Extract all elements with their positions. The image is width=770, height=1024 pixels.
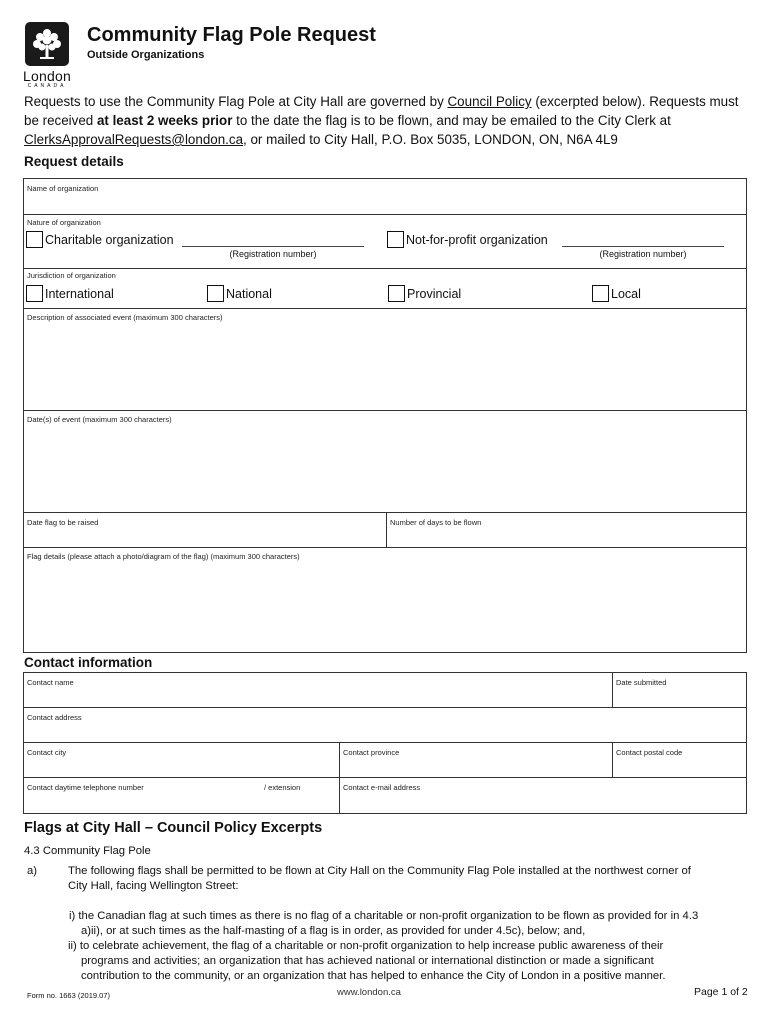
- london-logo: [22, 22, 72, 89]
- intro-paragraph: [24, 92, 746, 149]
- national-label: National: [226, 286, 272, 301]
- intro-text-3: to the date the flag is to be flown, and may be emailed to the City Clerk at: [232, 113, 671, 128]
- contact-postal-code-field[interactable]: [612, 743, 746, 777]
- contact-information-form: [23, 672, 747, 814]
- policy-ii-text-2: programs and activities; an organization that has achieved national or international distinction or made a significant: [81, 955, 654, 967]
- nonprofit-label: Not-for-profit organization: [406, 232, 548, 247]
- raise-days-row: [24, 513, 746, 548]
- international-label: International: [45, 286, 114, 301]
- contact-email-field[interactable]: [339, 778, 746, 813]
- charitable-checkbox[interactable]: [26, 231, 43, 248]
- contact-city-field[interactable]: [24, 743, 339, 777]
- flag-details-label: Flag details (please attach a photo/diagram of the flag) (maximum 300 characters): [27, 552, 300, 561]
- policy-i-text-1: i) the Canadian flag at such times as there is no flag of a charitable or non-profit organization to be flown as provided for in 4.3: [69, 910, 699, 922]
- days-flown-field[interactable]: [386, 513, 746, 547]
- contact-name-row: [24, 673, 746, 708]
- contact-phone-row: [24, 778, 746, 813]
- contact-phone-label: Contact daytime telephone number: [27, 783, 144, 792]
- council-policy-link[interactable]: Council Policy: [447, 94, 532, 109]
- nonprofit-checkbox[interactable]: [387, 231, 404, 248]
- nonprofit-registration-label: (Registration number): [599, 249, 687, 259]
- charitable-option[interactable]: [26, 231, 174, 248]
- policy-ii-text-1: ii) to celebrate achievement, the flag of a charitable or non-profit organization to help increase public awareness of their: [68, 940, 664, 952]
- organization-name-label: Name of organization: [27, 184, 99, 193]
- form-number: Form no. 1663 (2019.07): [27, 991, 110, 1000]
- contact-province-field[interactable]: [339, 743, 612, 777]
- intro-text-2: (excerpted below). Requests must be received: [24, 94, 739, 128]
- contact-extension-label: / extension: [264, 783, 301, 792]
- nature-label: Nature of organization: [27, 218, 101, 227]
- charitable-label: Charitable organization: [45, 232, 174, 247]
- logo-subtext: CANADA: [27, 83, 67, 89]
- nature-of-organization-row: [24, 215, 746, 269]
- charitable-registration-input[interactable]: [182, 237, 364, 247]
- flag-details-field[interactable]: [24, 548, 746, 652]
- contact-name-label: Contact name: [27, 678, 74, 687]
- event-description-field[interactable]: [24, 309, 746, 411]
- contact-address-field[interactable]: [24, 708, 746, 743]
- policy-heading: Flags at City Hall – Council Policy Excerpts: [24, 820, 323, 836]
- page-subtitle: Outside Organizations: [87, 49, 205, 61]
- contact-information-heading: Contact information: [24, 655, 153, 670]
- request-details-heading: Request details: [24, 154, 124, 169]
- contact-name-field[interactable]: [24, 673, 612, 707]
- provincial-option[interactable]: [388, 285, 461, 302]
- clerk-email-link[interactable]: ClerksApprovalRequests@london.ca: [24, 132, 244, 147]
- event-description-label: Description of associated event (maximum 300 characters): [27, 313, 223, 322]
- organization-name-field[interactable]: [24, 179, 746, 215]
- local-label: Local: [611, 286, 641, 301]
- event-dates-field[interactable]: [24, 411, 746, 513]
- national-checkbox[interactable]: [207, 285, 224, 302]
- date-submitted-label: Date submitted: [616, 678, 667, 687]
- logo-wordmark: London: [23, 68, 71, 84]
- days-flown-label: Number of days to be flown: [390, 518, 482, 527]
- intro-deadline: at least 2 weeks prior: [96, 113, 233, 128]
- local-checkbox[interactable]: [592, 285, 609, 302]
- policy-i-text-2: a)ii), or at such times as the half-masting of a flag is in order, as provided for under 4.5c), below; and,: [81, 925, 586, 937]
- website-link[interactable]: www.london.ca: [337, 987, 401, 998]
- local-option[interactable]: [592, 285, 641, 302]
- contact-email-label: Contact e-mail address: [343, 783, 421, 792]
- policy-a-text-2: City Hall, facing Wellington Street:: [68, 880, 239, 892]
- date-submitted-field[interactable]: [612, 673, 746, 707]
- nonprofit-option[interactable]: [387, 231, 548, 248]
- date-raised-label: Date flag to be raised: [27, 518, 99, 527]
- policy-a-marker: a): [27, 865, 38, 877]
- page-title: Community Flag Pole Request: [87, 24, 376, 46]
- provincial-label: Provincial: [407, 286, 462, 301]
- intro-text-4: , or mailed to City Hall, P.O. Box 5035, LONDON, ON, N6A 4L9: [243, 132, 618, 147]
- nonprofit-registration-input[interactable]: [562, 237, 724, 247]
- national-option[interactable]: [207, 285, 272, 302]
- policy-section-number: 4.3 Community Flag Pole: [24, 845, 151, 857]
- contact-city-row: [24, 743, 746, 778]
- policy-a-text-1: The following flags shall be permitted to be flown at City Hall on the Community Flag Pole installed at the northwest corner of: [68, 865, 691, 877]
- contact-province-label: Contact province: [343, 748, 400, 757]
- event-dates-label: Date(s) of event (maximum 300 characters): [27, 415, 172, 424]
- date-raised-field[interactable]: [24, 513, 386, 547]
- request-details-form: [23, 178, 747, 653]
- international-checkbox[interactable]: [26, 285, 43, 302]
- policy-ii-text-3: contribution to the community, or an organization that has helped to enhance the City of London in a positive manner.: [81, 970, 666, 982]
- contact-city-label: Contact city: [27, 748, 67, 757]
- intro-text-1: Requests to use the Community Flag Pole at City Hall are governed by: [24, 94, 448, 109]
- jurisdiction-label: Jurisdiction of organization: [27, 271, 116, 280]
- charitable-registration-label: (Registration number): [229, 249, 317, 259]
- contact-postal-code-label: Contact postal code: [616, 748, 683, 757]
- international-option[interactable]: [26, 285, 114, 302]
- page-number: Page 1 of 2: [694, 986, 748, 998]
- jurisdiction-row: [24, 269, 746, 309]
- contact-address-label: Contact address: [27, 713, 82, 722]
- provincial-checkbox[interactable]: [388, 285, 405, 302]
- contact-phone-field[interactable]: [24, 778, 339, 813]
- tree-icon: [25, 22, 69, 66]
